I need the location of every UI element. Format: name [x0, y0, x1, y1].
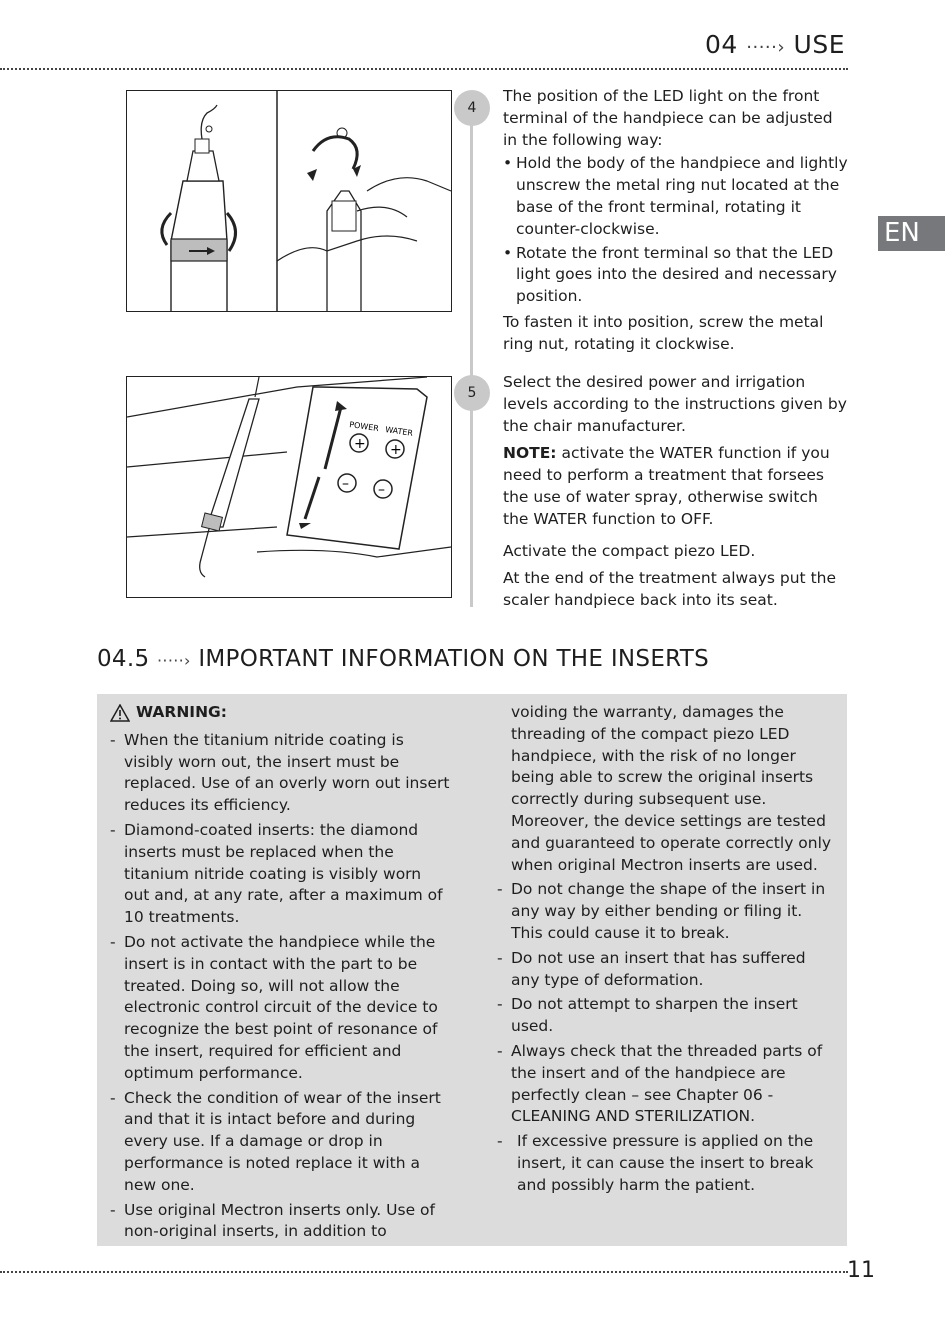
svg-text:–: –	[378, 482, 385, 498]
list-item: • Hold the body of the handpiece and lightly unscrew the metal ring nut located at the base of the front terminal, rotating it counter-clockwise.	[503, 153, 851, 240]
warning-label: WARNING:	[136, 703, 227, 721]
footer-divider	[0, 1271, 848, 1273]
language-tab: EN	[878, 216, 945, 251]
svg-text:+: +	[354, 436, 366, 452]
arrow-icon: ·····›	[157, 651, 191, 670]
svg-text:–: –	[342, 476, 349, 492]
step-timeline	[470, 95, 473, 607]
step-4-outro: To fasten it into position, screw the metal ring nut, rotating it clockwise.	[503, 312, 824, 353]
warning-heading	[110, 702, 450, 724]
list-item: • Rotate the front terminal so that the LED light goes into the desired and necessary position.	[503, 243, 851, 308]
warning-triangle-icon	[110, 704, 130, 722]
list-item: - Always check that the threaded parts of the insert and of the handpiece are perfectly clean – see Chapter 06 - CLEANING AND STERILIZATION.	[497, 1041, 837, 1128]
chapter-number: 04	[705, 30, 738, 59]
figure-power-control	[126, 376, 452, 598]
warning-right-column	[497, 702, 837, 1200]
step-5-activate: Activate the compact piezo LED.	[503, 541, 756, 560]
warning-list-right	[497, 879, 837, 1196]
section-number: 04.5	[97, 646, 150, 672]
power-label: POWER	[348, 420, 380, 434]
list-item: - Do not use an insert that has suffered any type of deformation.	[497, 948, 837, 992]
note-label: NOTE:	[503, 444, 557, 463]
list-item: - If excessive pressure is applied on the insert, it can cause the insert to break and possibly harm the patient.	[497, 1131, 837, 1196]
page-number: 11	[847, 1258, 875, 1283]
water-label: WATER	[384, 425, 414, 438]
arrow-icon: ·····›	[746, 37, 786, 58]
list-item: - Use original Mectron inserts only. Use of non-original inserts, in addition to	[110, 1200, 450, 1244]
step-4-text	[503, 86, 851, 362]
step-4-bullets	[503, 153, 851, 308]
warning-left-column	[110, 702, 450, 1246]
svg-text:+: +	[390, 442, 402, 458]
list-item: - Do not activate the handpiece while the insert is in contact with the part to be treated. Doing so, will not allow the electronic control circuit of the device to recognize the best point of resonance of the insert, required for efficient and optimum performance.	[110, 932, 450, 1085]
chapter-title: USE	[793, 30, 845, 59]
list-item: - Do not attempt to sharpen the insert used.	[497, 994, 837, 1038]
warning-box	[97, 694, 847, 1246]
step-4-intro: The position of the LED light on the front terminal of the handpiece can be adjusted in the following way:	[503, 87, 833, 149]
list-item: - When the titanium nitride coating is visibly worn out, the insert must be replaced. Use of an overly worn out insert reduces its efficiency.	[110, 730, 450, 817]
section-heading: IMPORTANT INFORMATION ON THE INSERTS	[198, 646, 710, 672]
step-5-text	[503, 372, 848, 618]
step-5-end: At the end of the treatment always put the scaler handpiece back into its seat.	[503, 569, 837, 610]
list-item: - Check the condition of wear of the insert and that it is intact before and during every use. If a damage or drop in performance is noted replace it with a new one.	[110, 1088, 450, 1197]
note-text: activate the WATER function if you need to perform a treatment that forsees the use of water spray, otherwise switch the WATER function to OFF.	[503, 444, 830, 528]
warning-continuation: voiding the warranty, damages the threading of the compact piezo LED handpiece, with the risk of no longer being able to screw the original inserts correctly during subsequent use. Moreover, the device settings are tested and guaranteed to operate correctly only when original Mectron inserts are used.	[511, 703, 832, 874]
step-5-note	[503, 443, 848, 530]
step-5-badge: 5	[454, 375, 490, 411]
list-item: - Do not change the shape of the insert in any way by either bending or filing it. This could cause it to break.	[497, 879, 837, 944]
step-5-intro: Select the desired power and irrigation levels according to the instructions given by the chair manufacturer.	[503, 373, 847, 435]
warning-list-left	[110, 730, 450, 1243]
section-title	[97, 646, 709, 672]
list-item: - Diamond-coated inserts: the diamond inserts must be replaced when the titanium nitride coating is visibly worn out and, at any rate, after a maximum of 10 treatments.	[110, 820, 450, 929]
led-adjustment-illustration	[127, 91, 451, 311]
control-panel-illustration	[127, 377, 451, 597]
chapter-header	[705, 30, 845, 59]
header-divider	[0, 68, 848, 70]
step-4-badge: 4	[454, 90, 490, 126]
figure-led-adjustment	[126, 90, 452, 312]
